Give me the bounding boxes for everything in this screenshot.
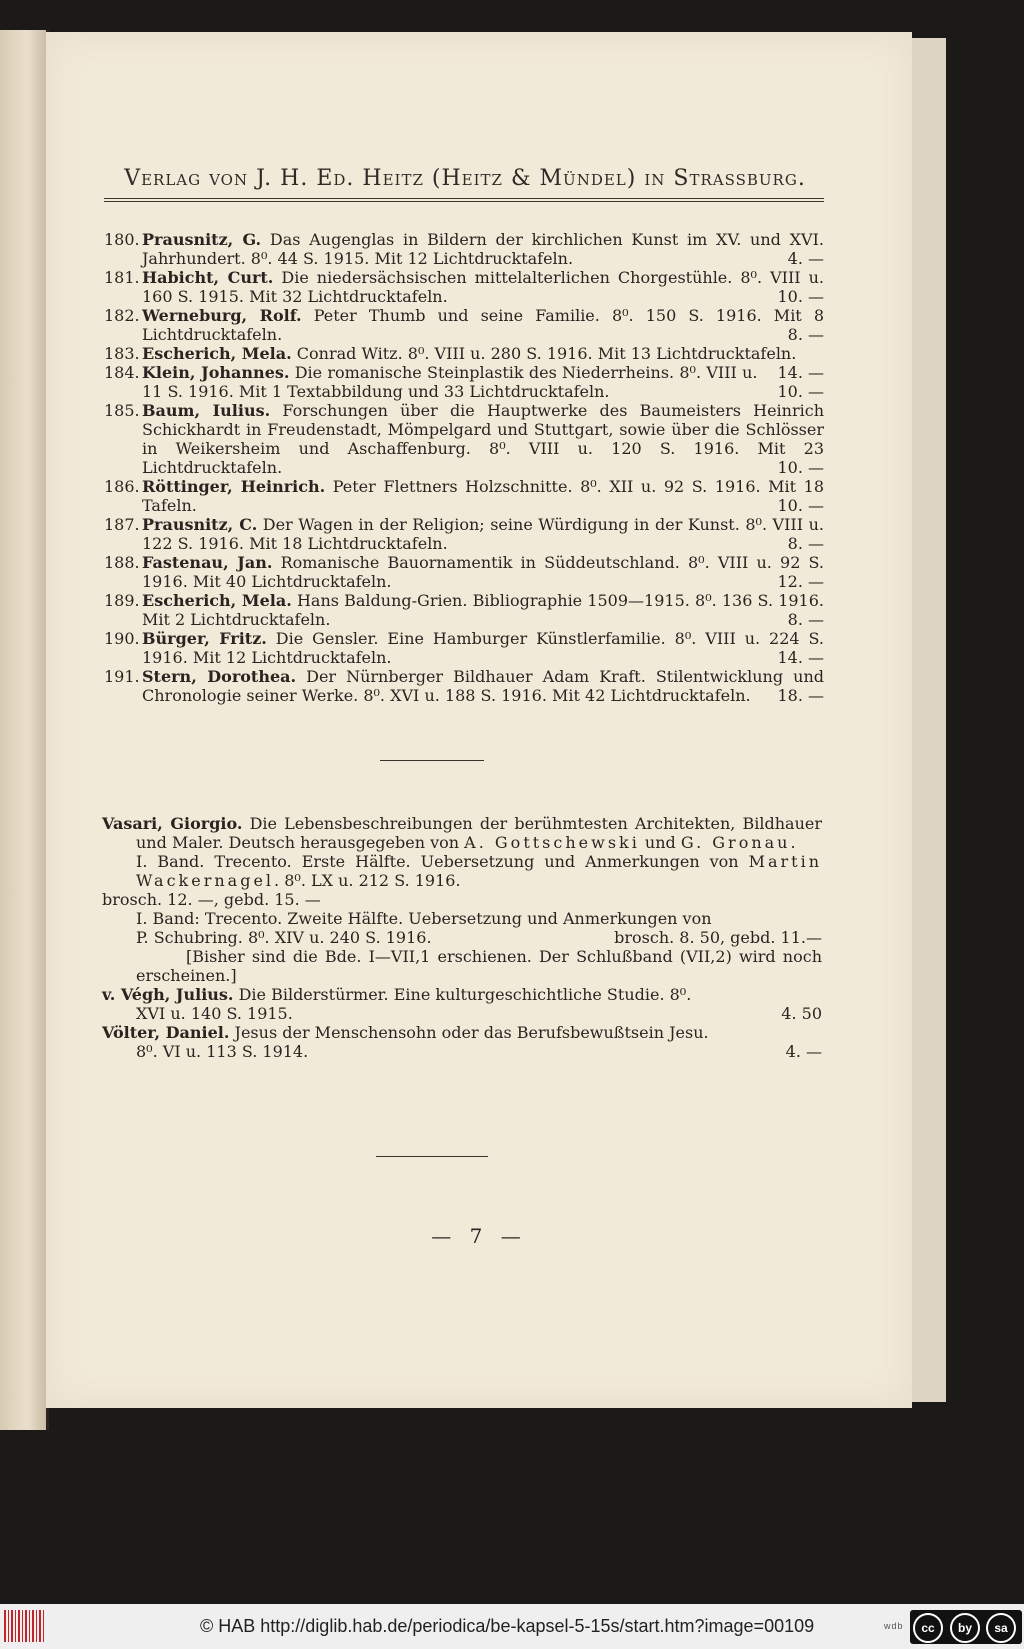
scanned-page: [46, 32, 912, 1408]
source-link[interactable]: © HAB http://diglib.hab.de/periodica/be-kapsel-5-15s/start.htm?image=00109: [200, 1616, 815, 1636]
entry-price: 8. —: [787, 534, 824, 553]
entry-text: Der Wagen in der Religion; seine Würdigung in der Kunst. 8⁰. VIII u. 122 S. 1916. Mit 18 Lichtdrucktafeln.: [142, 515, 824, 553]
entry-author: Habicht, Curt.: [142, 268, 274, 287]
vegh-entry: v. Végh, Julius. Die Bilderstürmer. Eine kulturgeschichtliche Studie. 8⁰.: [102, 985, 692, 1004]
cc-icon: cc: [913, 1613, 943, 1643]
entry-price: 14. —: [777, 648, 824, 667]
adjacent-page-edge: [0, 30, 46, 1430]
entry-price: 10. —: [777, 458, 824, 477]
entry-number: 191.: [104, 667, 140, 686]
entry-text: Die Gensler. Eine Hamburger Künstlerfamilie. 8⁰. VIII u. 224 S. 1916. Mit 12 Lichtdrucktafeln.: [142, 629, 824, 667]
entry-text: Forschungen über die Hauptwerke des Baumeisters Heinrich Schickhardt in Freudenstadt, Mömpelgard und Stuttgart, sowie über die Schlösser in Weikersheim und Aschaffenburg. 8⁰. VIII u. 120 S. 1916. Mit 23 Lichtdrucktafeln.: [142, 401, 825, 477]
page-number: — 7 —: [431, 1224, 527, 1248]
catalog-entry: [104, 401, 824, 477]
entry-author: Prausnitz, G.: [142, 230, 262, 249]
entry-text: Der Nürnberger Bildhauer Adam Kraft. Stilentwicklung und Chronologie seiner Werke. 8⁰. XVI u. 188 S. 1916. Mit 42 Lichtdrucktafeln.: [142, 667, 824, 705]
entry-number: 183.: [104, 344, 140, 363]
entry-price: 14. —: [777, 363, 824, 382]
catalog-entry: [104, 667, 824, 705]
entry-text: Das Augenglas in Bildern der kirchlichen Kunst im XV. und XVI. Jahrhundert. 8⁰. 44 S. 1915. Mit 12 Lichtdrucktafeln.: [142, 230, 824, 268]
entry-price: 8. —: [787, 610, 824, 629]
entry-number: 185.: [104, 401, 140, 420]
catalog-entry: [104, 553, 824, 591]
hab-logo-icon: [4, 1610, 46, 1642]
vasari-band2: I. Band: Trecento. Zweite Hälfte. Uebersetzung und Anmerkungen von: [136, 909, 712, 928]
entry-number: 188.: [104, 553, 140, 572]
entry-number: 184.: [104, 363, 140, 382]
entry-number: 190.: [104, 629, 140, 648]
vasari-entry: Vasari, Giorgio. Die Lebensbeschreibungen der berühmtesten Architekten, Bildhauer und Maler. Deutsch herausgegeben von A. Gottschewski und G. Gronau.: [102, 814, 823, 852]
entry-author: Escherich, Mela.: [142, 344, 292, 363]
entry-author: Prausnitz, C.: [142, 515, 258, 534]
vasari-band1-price: brosch. 12. —, gebd. 15. —: [102, 890, 321, 909]
entry-text: Conrad Witz. 8⁰. VIII u. 280 S. 1916. Mit 13 Lichtdrucktafeln.: [291, 344, 797, 363]
entry-price: 10. —: [777, 287, 824, 306]
entry-price: 4. —: [787, 249, 824, 268]
entry-author: Klein, Johannes.: [142, 363, 290, 382]
wdb-label: wdb: [884, 1621, 904, 1631]
bottom-divider: [376, 1156, 488, 1157]
catalog-entry: [104, 363, 824, 401]
entry-text: Romanische Bauornamentik in Süddeutschland. 8⁰. VIII u. 92 S. 1916. Mit 40 Lichtdrucktafeln.: [142, 553, 825, 591]
catalog-entry: [104, 591, 824, 629]
entry-text: Peter Thumb und seine Familie. 8⁰. 150 S. 1916. Mit 8 Lichtdrucktafeln.: [142, 306, 825, 344]
entry-number: 180.: [104, 230, 140, 249]
section-divider: [380, 760, 484, 761]
vasari-note: [Bisher sind die Bde. I—VII,1 erschienen. Der Schlußband (VII,2) wird noch erscheinen.]: [136, 947, 822, 985]
entry-number: 186.: [104, 477, 140, 496]
entry-author: Röttinger, Heinrich.: [142, 477, 326, 496]
entry-author: Fastenau, Jan.: [142, 553, 273, 572]
entry-price: 18. —: [777, 686, 824, 705]
volter-line2: 8⁰. VI u. 113 S. 1914. 4. —: [136, 1042, 822, 1061]
catalog-entry: [104, 477, 824, 515]
entry-author: Baum, Iulius.: [142, 401, 271, 420]
entry-price: 10. —: [777, 382, 824, 401]
entry-author: Bürger, Fritz.: [142, 629, 267, 648]
vasari-band1: I. Band. Trecento. Erste Hälfte. Uebersetzung und Anmerkungen von Martin Wackernagel. 8⁰. LX u. 212 S. 1916.: [136, 852, 822, 890]
entry-number: 189.: [104, 591, 140, 610]
entry-text: Hans Baldung-Grien. Bibliographie 1509—1915. 8⁰. 136 S. 1916. Mit 2 Lichtdrucktafeln.: [142, 591, 825, 629]
entry-number: 187.: [104, 515, 140, 534]
entry-price: 8. —: [787, 325, 824, 344]
catalog-entry: [104, 306, 824, 344]
additional-titles: [102, 814, 822, 1061]
entry-price: 12. —: [777, 572, 824, 591]
entry-price: 10. —: [777, 496, 824, 515]
vasari-author: Vasari, Giorgio.: [102, 814, 243, 833]
cc-license-icon[interactable]: [910, 1610, 1022, 1644]
entry-author: Stern, Dorothea.: [142, 667, 297, 686]
footer-bar: [0, 1604, 1024, 1649]
sa-icon: sa: [986, 1613, 1016, 1643]
entry-text: Die niedersächsischen mittelalterlichen Chorgestühle. 8⁰. VIII u. 160 S. 1915. Mit 32 Lichtdrucktafeln.: [142, 268, 824, 306]
header-rule: [104, 198, 824, 202]
vasari-band2-line: P. Schubring. 8⁰. XIV u. 240 S. 1916. brosch. 8. 50, gebd. 11.—: [136, 928, 822, 947]
entry-author: Werneburg, Rolf.: [142, 306, 302, 325]
catalog-entries: [104, 230, 824, 705]
entry-author: Escherich, Mela.: [142, 591, 292, 610]
catalog-entry: [104, 515, 824, 553]
catalog-entry: [104, 629, 824, 667]
publisher-header: Verlag von J. H. Ed. Heitz (Heitz & Mündel) in Strassburg.: [124, 166, 806, 191]
vegh-line2: XVI u. 140 S. 1915. 4. 50: [136, 1004, 822, 1023]
catalog-entry: [104, 230, 824, 268]
entry-text: Die romanische Steinplastik des Niederrheins. 8⁰. VIII u. 11 S. 1916. Mit 1 Textabbildung und 33 Lichtdrucktafeln.: [142, 363, 758, 401]
entry-text: Peter Flettners Holzschnitte. 8⁰. XII u. 92 S. 1916. Mit 18 Tafeln.: [142, 477, 824, 515]
entry-number: 181.: [104, 268, 140, 287]
entry-number: 182.: [104, 306, 140, 325]
catalog-entry: [104, 268, 824, 306]
volter-entry: Völter, Daniel. Jesus der Menschensohn oder das Berufsbewußtsein Jesu.: [102, 1023, 709, 1042]
by-icon: by: [950, 1613, 980, 1643]
